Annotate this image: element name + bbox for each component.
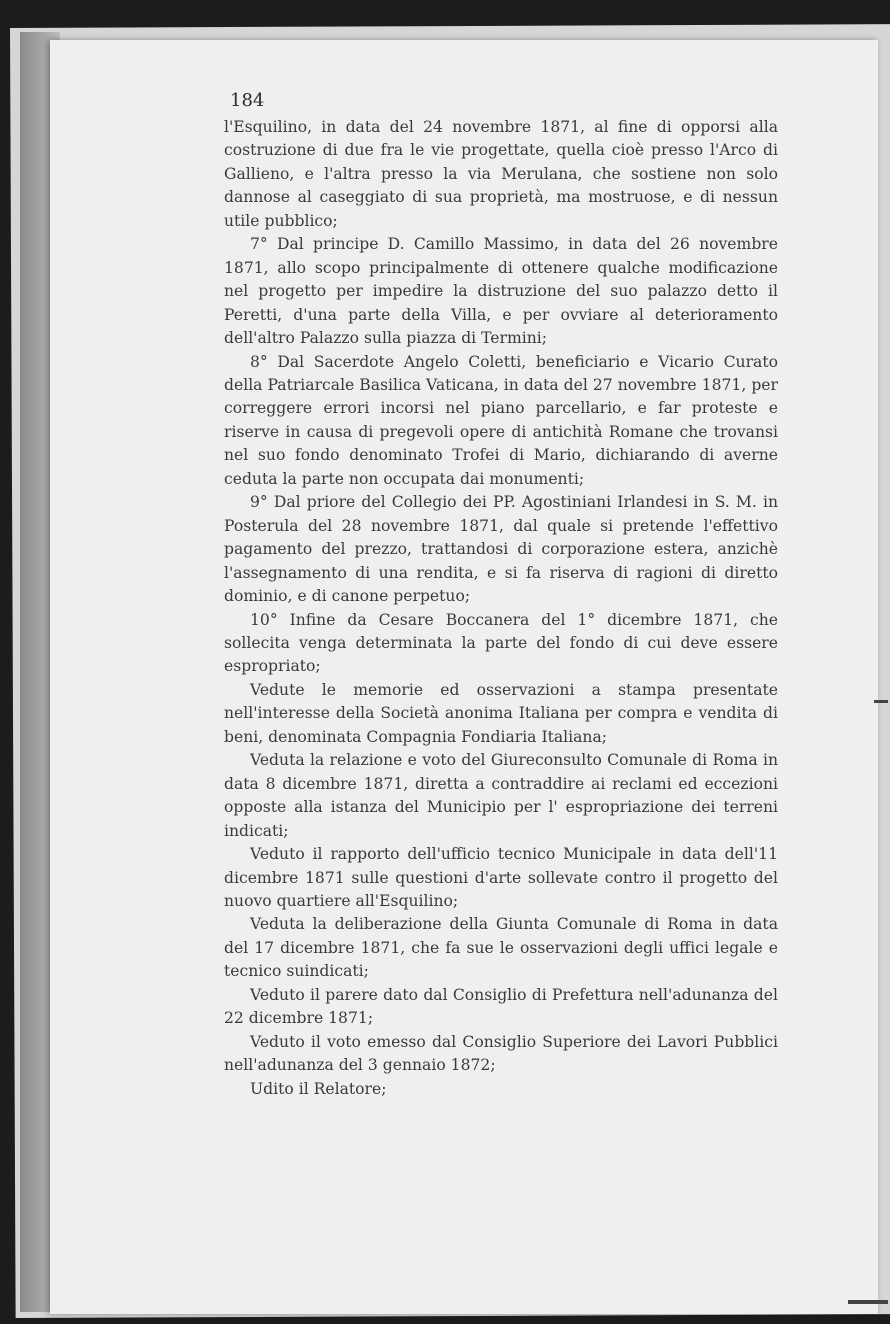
paragraph-relatore: Udito il Relatore;	[250, 1079, 387, 1098]
paragraph-item-7: 7° Dal principe D. Camillo Massimo, in data del 26 novembre 1871, allo scopo principalmente di ottenere qualche modificazione nel progetto per impedire la distruzione del suo palazzo detto il Peretti, d'una parte della Villa, e per ovviare al deterioramento dell'altro Palazzo sulla piazza di Termini;	[224, 235, 778, 348]
edge-mark	[874, 700, 888, 703]
paragraph-continuation: l'Esquilino, in data del 24 novembre 1871, al fine di opporsi alla costruzione di due fra le vie progettate, quella cioè presso l'Arco di Gallieno, e l'altra presso la via Merulana, che sostiene non solo dannose al caseggiato di sua proprietà, ma mostruose, e di nessun utile pubblico;	[224, 118, 778, 230]
edge-mark	[848, 1300, 888, 1304]
body-text	[224, 116, 778, 1101]
paragraph-parere: Veduto il parere dato dal Consiglio di Prefettura nell'adunanza del 22 dicembre 1871;	[224, 985, 778, 1028]
paragraph-item-9: 9° Dal priore del Collegio dei PP. Agostiniani Irlandesi in S. M. in Posterula del 28 novembre 1871, dal quale si pretende l'effettivo pagamento del prezzo, trattandosi di corporazione estera, anzichè l'assegnamento di una rendita, e si fa riserva di ragioni di diretto dominio, e di canone perpetuo;	[224, 493, 778, 606]
paragraph-voto: Veduto il voto emesso dal Consiglio Superiore dei Lavori Pubblici nell'adunanza del 3 gennaio 1872;	[224, 1032, 778, 1075]
paragraph-rapporto: Veduto il rapporto dell'ufficio tecnico Municipale in data dell'11 dicembre 1871 sulle questioni d'arte sollevate contro il progetto del nuovo quartiere all'Esquilino;	[224, 845, 778, 910]
page-number: 184	[230, 90, 265, 111]
paragraph-deliberazione: Veduta la deliberazione della Giunta Comunale di Roma in data del 17 dicembre 1871, che fa sue le osservazioni degli uffici legale e tecnico suindicati;	[224, 915, 778, 981]
paragraph-memorie: Vedute le memorie ed osservazioni a stampa presentate nell'interesse della Società anonima Italiana per compra e vendita di beni, denominata Compagnia Fondiaria Italiana;	[224, 680, 778, 746]
paragraph-relazione: Veduta la relazione e voto del Giureconsulto Comunale di Roma in data 8 dicembre 1871, diretta a contraddire ai reclami ed eccezioni opposte alla istanza del Municipio per l' espropriazione dei terreni indicati;	[224, 751, 778, 840]
paragraph-item-10: 10° Infine da Cesare Boccanera del 1° dicembre 1871, che sollecita venga determinata la parte del fondo di cui deve essere espropriato;	[224, 610, 778, 676]
paragraph-item-8: 8° Dal Sacerdote Angelo Coletti, beneficiario e Vicario Curato della Patriarcale Basilica Vaticana, in data del 27 novembre 1871, per correggere errori incorsi nel piano parcellario, e far proteste e riserve in causa di pregevoli opere di antichità Romane che trovansi nel suo fondo denominato Trofei di Mario, dichiarando di averne ceduta la parte non occupata dai monumenti;	[224, 352, 778, 488]
